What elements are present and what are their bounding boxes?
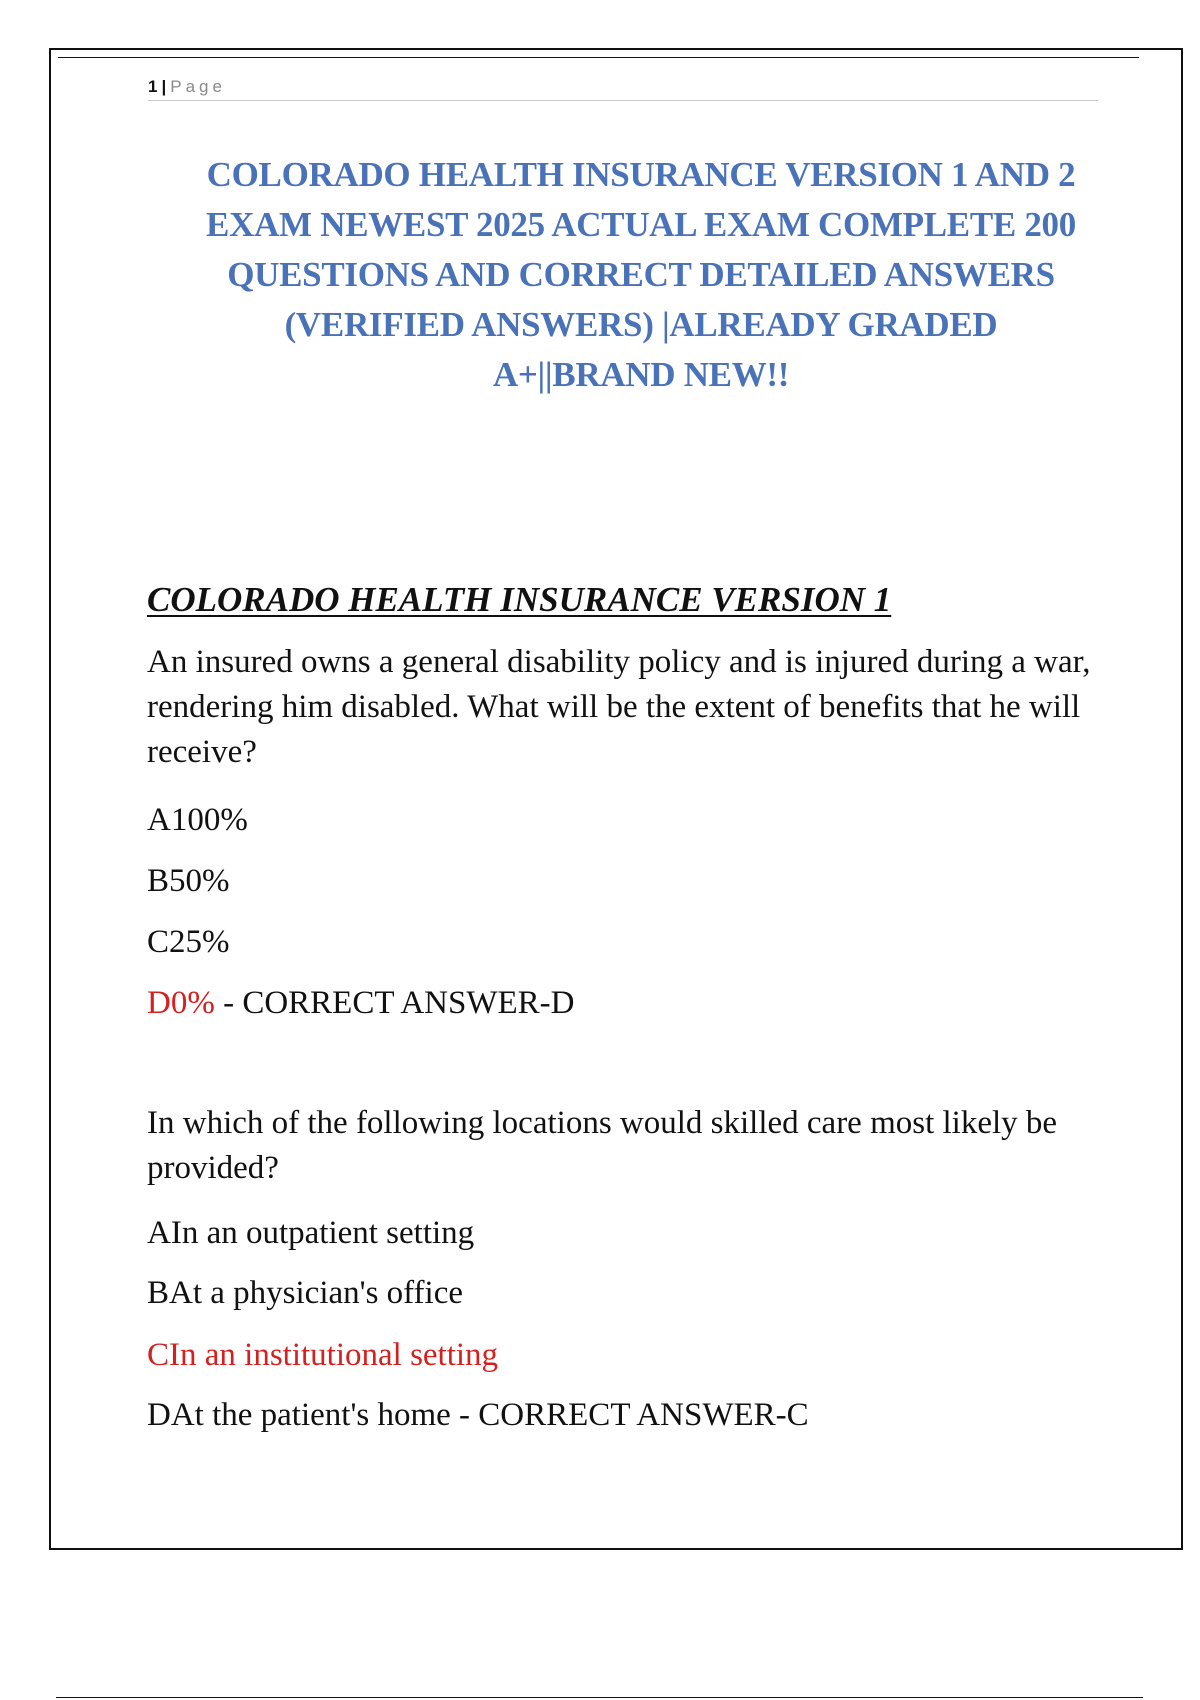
section-heading: COLORADO HEALTH INSURANCE VERSION 1 [147, 580, 892, 619]
top-rule [58, 57, 1139, 58]
question-2-option-a: AIn an outpatient setting [147, 1215, 475, 1251]
title-line: COLORADO HEALTH INSURANCE VERSION 1 AND 2 [206, 155, 1076, 194]
answer-label: - CORRECT ANSWER-D [214, 985, 575, 1021]
header-separator: | [161, 77, 167, 96]
question-1-option-d [147, 983, 575, 1023]
bottom-rule [56, 1697, 1143, 1698]
question-1-option-a: A100% [147, 802, 248, 838]
document-title [151, 150, 1131, 400]
title-line: A+||BRAND NEW!! [492, 355, 790, 394]
page-label: Page [170, 77, 226, 96]
question-2-option-d: DAt the patient's home - CORRECT ANSWER-C [147, 1397, 809, 1433]
question-1-text: An insured owns a general disability policy and is injured during a war, rendering him disabled. What will be the extent of benefits that he will receive? [147, 644, 1091, 770]
question-2-option-b: BAt a physician's office [147, 1275, 464, 1311]
question-1-option-b: B50% [147, 863, 230, 899]
question-2-text: In which of the following locations would skilled care most likely be provided? [147, 1105, 1058, 1186]
question-1-option-c: C25% [147, 924, 230, 960]
page-frame [49, 48, 1183, 1550]
title-line: (VERIFIED ANSWERS) |ALREADY GRADED [284, 305, 998, 344]
title-line: QUESTIONS AND CORRECT DETAILED ANSWERS [227, 255, 1055, 294]
page-number: 1 [148, 77, 158, 96]
correct-option: D0% [147, 985, 215, 1021]
title-line: EXAM NEWEST 2025 ACTUAL EXAM COMPLETE 200 [206, 205, 1076, 244]
page-header [148, 76, 1098, 101]
question-2-option-c: CIn an institutional setting [147, 1337, 499, 1373]
